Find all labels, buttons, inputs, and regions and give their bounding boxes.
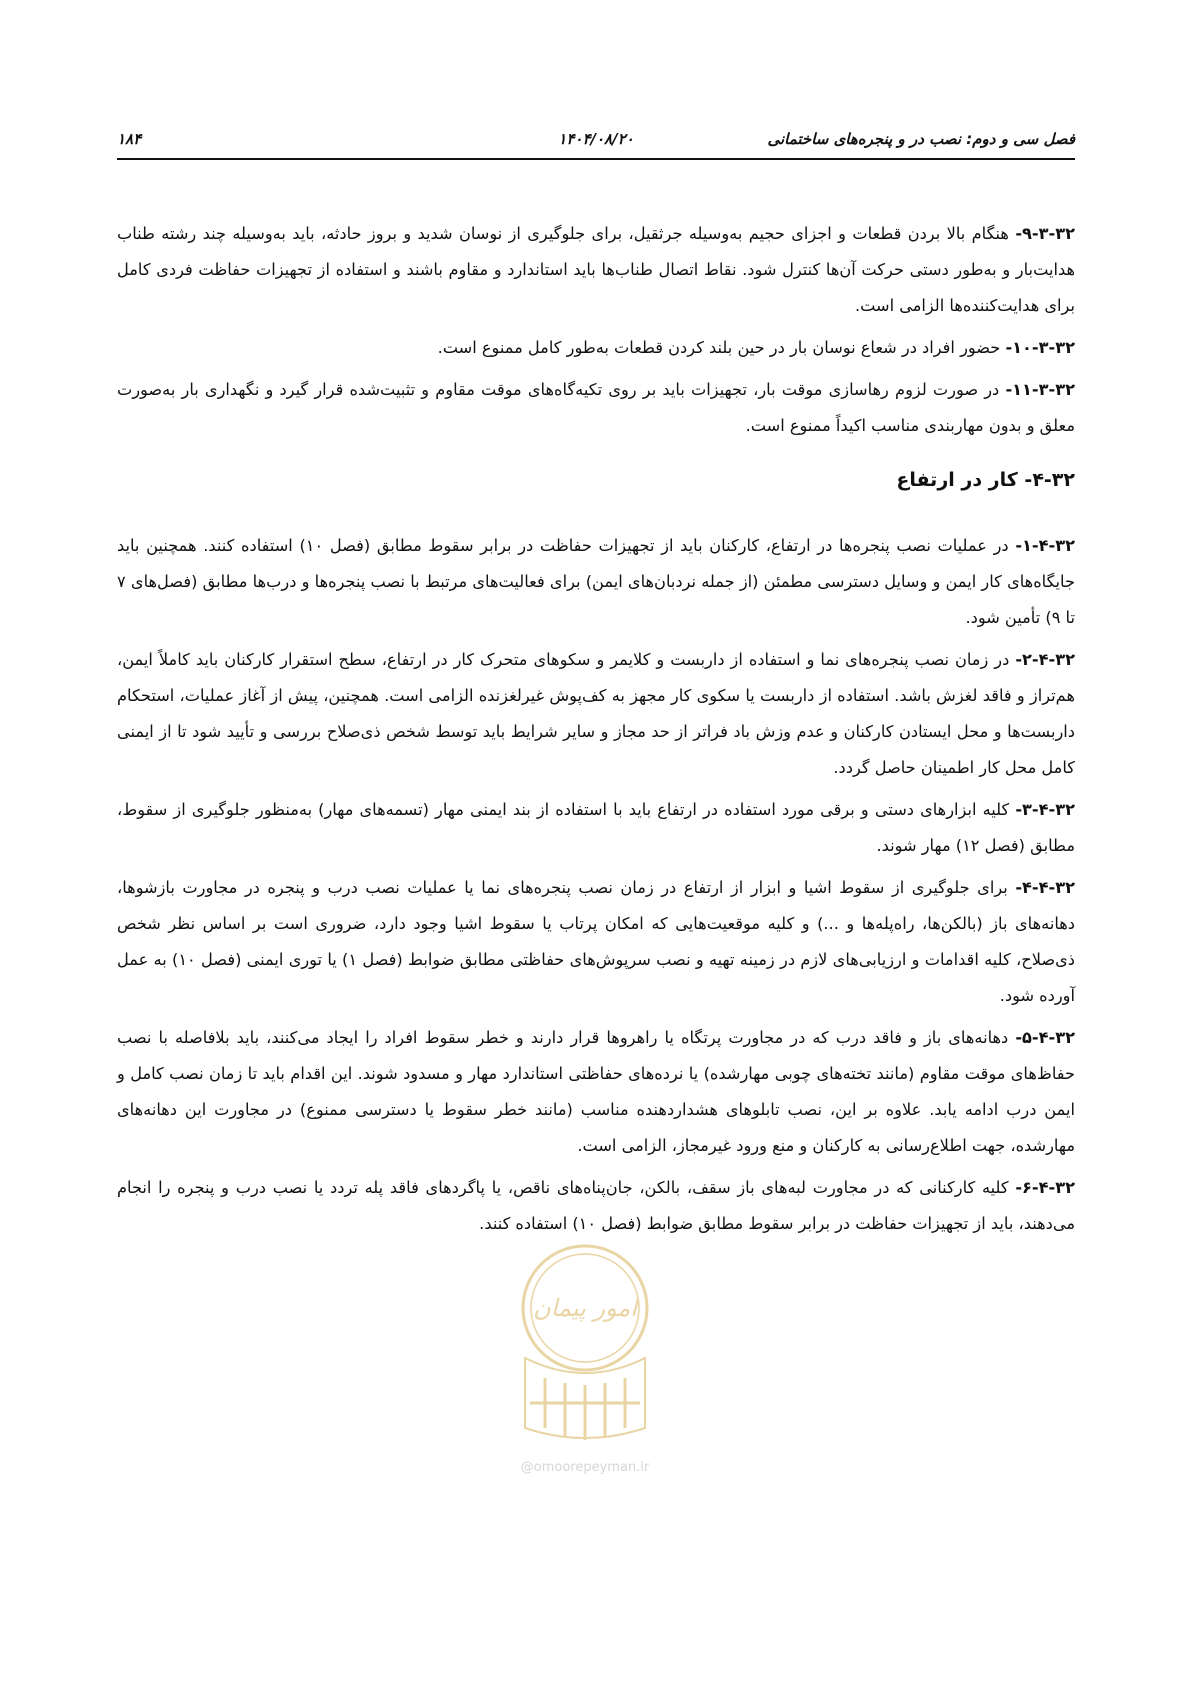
clause-number: ۶-۴-۳۲-	[1015, 1178, 1075, 1197]
clause-number: ۱-۴-۳۲-	[1015, 536, 1075, 555]
body-content	[117, 216, 1075, 1248]
clause-paragraph	[117, 792, 1075, 864]
clause-paragraph	[117, 216, 1075, 324]
header-divider	[117, 158, 1075, 160]
watermark-logo	[485, 1238, 685, 1483]
chapter-title: فصل سی و دوم: نصب در و پنجره‌های ساختمانی	[767, 130, 1075, 148]
clause-text: کلیه ابزارهای دستی و برقی مورد استفاده در ارتفاع باید با استفاده از بند ایمنی مهار (تسمه‌های مهار) به‌منظور جلوگیری از سقوط، مطابق (فصل ۱۲) مهار شوند.	[117, 800, 1075, 855]
page-number: ۱۸۴	[117, 130, 142, 148]
clause-text: در عملیات نصب پنجره‌ها در ارتفاع، کارکنان باید از تجهیزات حفاظت در برابر سقوط مطابق (فصل ۱۰) استفاده کنند. همچنین باید جایگاه‌های کار ایمن و وسایل دسترسی مطمئن (از جمله نردبان‌های ایمن) برای فعالیت‌های مرتبط با نصب پنجره‌ها و درب‌ها مطابق (فصل‌های ۷ تا ۹) تأمین شود.	[117, 536, 1075, 627]
watermark-site: @omoorepeyman.ir	[520, 1460, 650, 1475]
clause-number: ۴-۴-۳۲-	[1015, 878, 1075, 897]
clause-paragraph	[117, 372, 1075, 444]
clause-text: در صورت لزوم رهاسازی موقت بار، تجهیزات باید بر روی تکیه‌گاه‌های موقت مقاوم و تثبیت‌شده قرار گیرد و نگهداری بار به‌صورت معلق و بدون مهاربندی مناسب اکیداً ممنوع است.	[117, 380, 1075, 435]
watermark-logo-text: امور پیمان	[533, 1294, 637, 1322]
clause-paragraph	[117, 1170, 1075, 1242]
clause-text: برای جلوگیری از سقوط اشیا و ابزار از ارتفاع در زمان نصب پنجره‌های نما یا عملیات نصب درب و پنجره در مجاورت بازشوها، دهانه‌های باز (بالکن‌ها، راه‌پله‌ها و ...) و کلیه موقعیت‌هایی که امکان پرتاب یا سقوط اشیا وجود دارد، ضروری است بر اساس نظر شخص ذی‌صلاح، کلیه اقدامات و ارزیابی‌های لازم در زمینه تهیه و نصب سرپوش‌های حفاظتی مطابق ضوابط (فصل ۱) یا توری ایمنی (فصل ۱۰) به عمل آورده شود.	[117, 878, 1075, 1005]
section-heading: ۴-۳۲- کار در ارتفاع	[896, 469, 1075, 491]
clause-number: ۳-۴-۳۲-	[1015, 800, 1075, 819]
clause-number: ۱۰-۳-۳۲-	[1005, 338, 1075, 357]
clause-number: ۲-۴-۳۲-	[1015, 650, 1075, 669]
clause-text: هنگام بالا بردن قطعات و اجزای حجیم به‌وسیله جرثقیل، برای جلوگیری از نوسان شدید و بروز حادثه، باید به‌وسیله چند رشته طناب هدایت‌بار و به‌طور دستی حرکت آن‌ها کنترل شود. نقاط اتصال طناب‌ها باید استاندارد و مقاوم باشند و استفاده از تجهیزات حفاظت فردی کامل برای هدایت‌کننده‌ها الزامی است.	[117, 224, 1075, 315]
clause-number: ۵-۴-۳۲-	[1015, 1028, 1075, 1047]
clause-text: در زمان نصب پنجره‌های نما و استفاده از داربست و کلایمر و سکوهای متحرک کار در ارتفاع، سطح استقرار کارکنان باید کاملاً ایمن، هم‌تراز و فاقد لغزش باشد. استفاده از داربست یا سکوی کار مجهز به کف‌پوش غیرلغزنده الزامی است. همچنین، پیش از آغاز عملیات، استحکام داربست‌ها و محل ایستادن کارکنان و عدم وزش باد فراتر از حد مجاز و سایر شرایط باید توسط شخص ذی‌صلاح بررسی و تأیید شود تا از ایمنی کامل محل کار اطمینان حاصل گردد.	[117, 650, 1075, 777]
watermark-seal-icon	[485, 1238, 685, 1453]
clause-paragraph	[117, 1020, 1075, 1164]
header-date: ۱۴۰۴/۰۸/۲۰	[558, 130, 634, 148]
clause-text: دهانه‌های باز و فاقد درب که در مجاورت پرتگاه یا راهروها قرار دارند و خطر سقوط افراد را ایجاد می‌کنند، باید بلافاصله با نصب حفاظ‌های موقت مقاوم (مانند تخته‌های چوبی مهارشده) یا نرده‌های حفاظتی استاندارد مهار و مسدود شوند. این اقدام باید تا زمان نصب کامل و ایمن درب ادامه یابد. علاوه بر این، نصب تابلوهای هشداردهنده مناسب (مانند خطر سقوط یا دسترسی ممنوع) در مجاورت این دهانه‌های مهارشده، جهت اطلاع‌رسانی به کارکنان و منع ورود غیرمجاز، الزامی است.	[117, 1028, 1075, 1155]
clause-paragraph	[117, 528, 1075, 636]
clause-number: ۱۱-۳-۳۲-	[1005, 380, 1075, 399]
clause-text: حضور افراد در شعاع نوسان بار در حین بلند کردن قطعات به‌طور کامل ممنوع است.	[437, 338, 1006, 357]
clause-number: ۹-۳-۳۲-	[1015, 224, 1075, 243]
clause-text: کلیه کارکنانی که در مجاورت لبه‌های باز سقف، بالکن، جان‌پناه‌های ناقص، یا پاگردهای فاقد پله تردد یا نصب درب و پنجره را انجام می‌دهند، باید از تجهیزات حفاظت در برابر سقوط مطابق ضوابط (فصل ۱۰) استفاده کنند.	[117, 1178, 1075, 1233]
page-header	[117, 126, 1075, 152]
clause-paragraph	[117, 330, 1075, 366]
clause-paragraph	[117, 642, 1075, 786]
clause-paragraph	[117, 870, 1075, 1014]
